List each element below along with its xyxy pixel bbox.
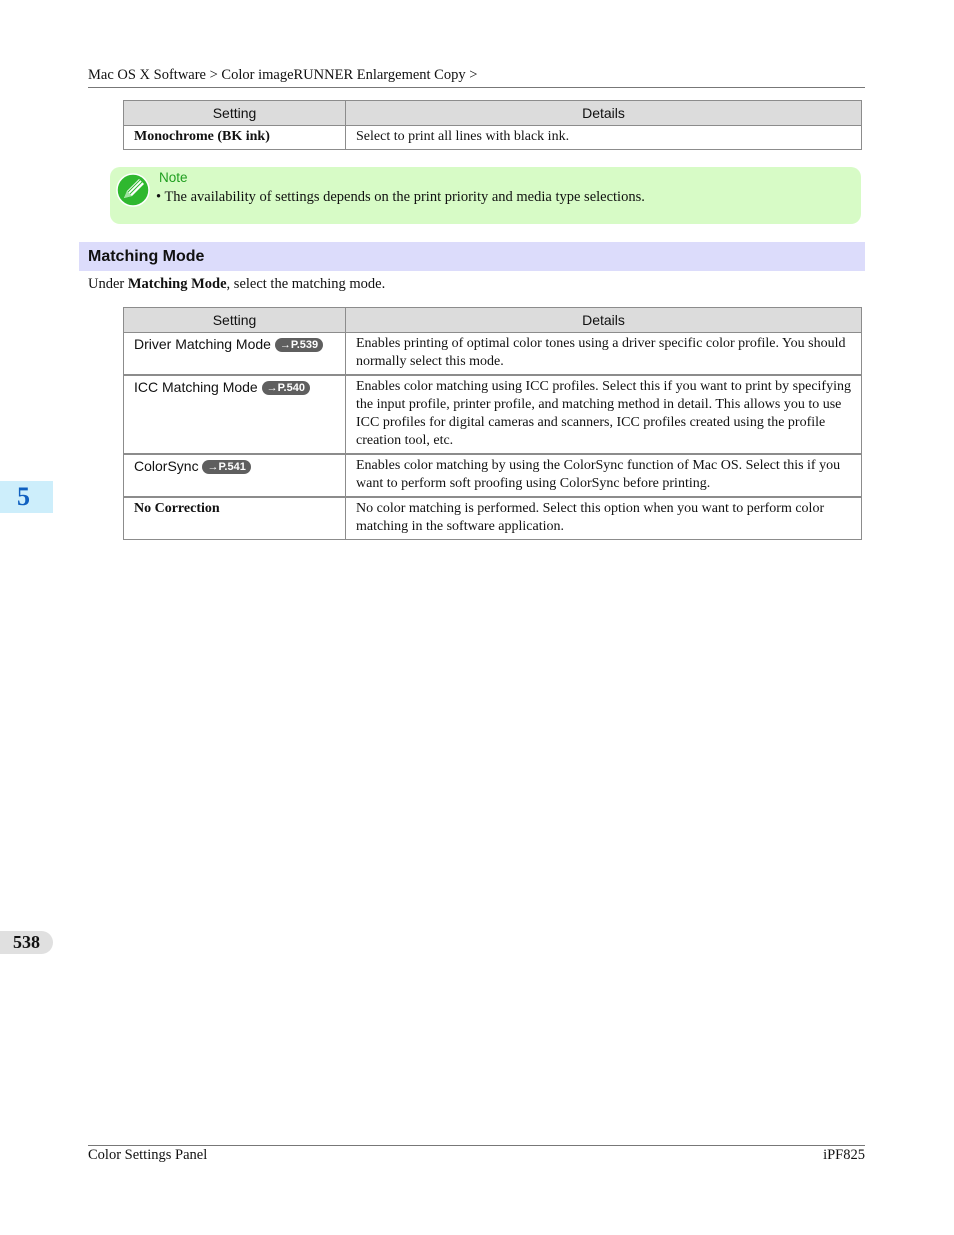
details-cell: No color matching is performed. Select this option when you want to perform color matching in the software application. xyxy=(346,497,862,540)
page-ref-link[interactable]: →P.540 xyxy=(262,381,310,395)
pencil-note-icon xyxy=(114,171,152,209)
column-header-setting: Setting xyxy=(124,101,346,126)
setting-cell: Monochrome (BK ink) xyxy=(124,126,346,150)
table-row xyxy=(124,126,862,150)
intro-text xyxy=(88,276,385,293)
column-header-details: Details xyxy=(346,308,862,333)
table-row xyxy=(124,333,862,376)
footer xyxy=(88,1145,865,1164)
setting-label: ICC Matching Mode xyxy=(134,379,258,395)
column-header-details: Details xyxy=(346,101,862,126)
details-cell: Select to print all lines with black ink. xyxy=(346,126,862,150)
setting-cell xyxy=(124,333,346,376)
details-cell: Enables printing of optimal color tones using a driver specific color profile. You should normally select this mode. xyxy=(346,333,862,376)
matching-mode-table xyxy=(123,307,862,540)
note-content: The availability of settings depends on the print priority and media type selections. xyxy=(164,189,645,205)
setting-cell: No Correction xyxy=(124,497,346,540)
table-row xyxy=(124,497,862,540)
setting-cell xyxy=(124,454,346,497)
table-row xyxy=(124,454,862,497)
note-title: Note xyxy=(159,170,188,185)
setting-label: ColorSync xyxy=(134,458,199,474)
page-number: 538 xyxy=(0,931,53,954)
bullet: • xyxy=(156,189,162,205)
settings-table-monochrome xyxy=(123,100,862,150)
page-ref-link[interactable]: →P.541 xyxy=(202,460,250,474)
footer-right: iPF825 xyxy=(823,1147,865,1163)
note-box xyxy=(110,167,861,224)
intro-after: , select the matching mode. xyxy=(226,276,386,292)
intro-before: Under xyxy=(88,276,128,292)
chapter-tab: 5 xyxy=(0,481,53,513)
section-heading: Matching Mode xyxy=(79,242,865,271)
table-row xyxy=(124,375,862,454)
table-header-row xyxy=(124,308,862,333)
details-cell: Enables color matching by using the ColorSync function of Mac OS. Select this if you want to perform soft proofing using ColorSync before printing. xyxy=(346,454,862,497)
page-ref-link[interactable]: →P.539 xyxy=(275,338,323,352)
footer-left: Color Settings Panel xyxy=(88,1147,208,1163)
table-header-row xyxy=(124,101,862,126)
setting-label: Driver Matching Mode xyxy=(134,336,271,352)
column-header-setting: Setting xyxy=(124,308,346,333)
intro-bold: Matching Mode xyxy=(127,276,227,292)
details-cell: Enables color matching using ICC profiles. Select this if you want to print by specifying the input profile, printer profile, and matching method in detail. This allows you to use ICC profiles for digital cameras and scanners, ICC profiles created using the profile creation tool, etc. xyxy=(346,375,862,454)
note-text xyxy=(156,189,645,206)
breadcrumb: Mac OS X Software > Color imageRUNNER Enlargement Copy > xyxy=(88,67,865,88)
setting-cell xyxy=(124,375,346,454)
